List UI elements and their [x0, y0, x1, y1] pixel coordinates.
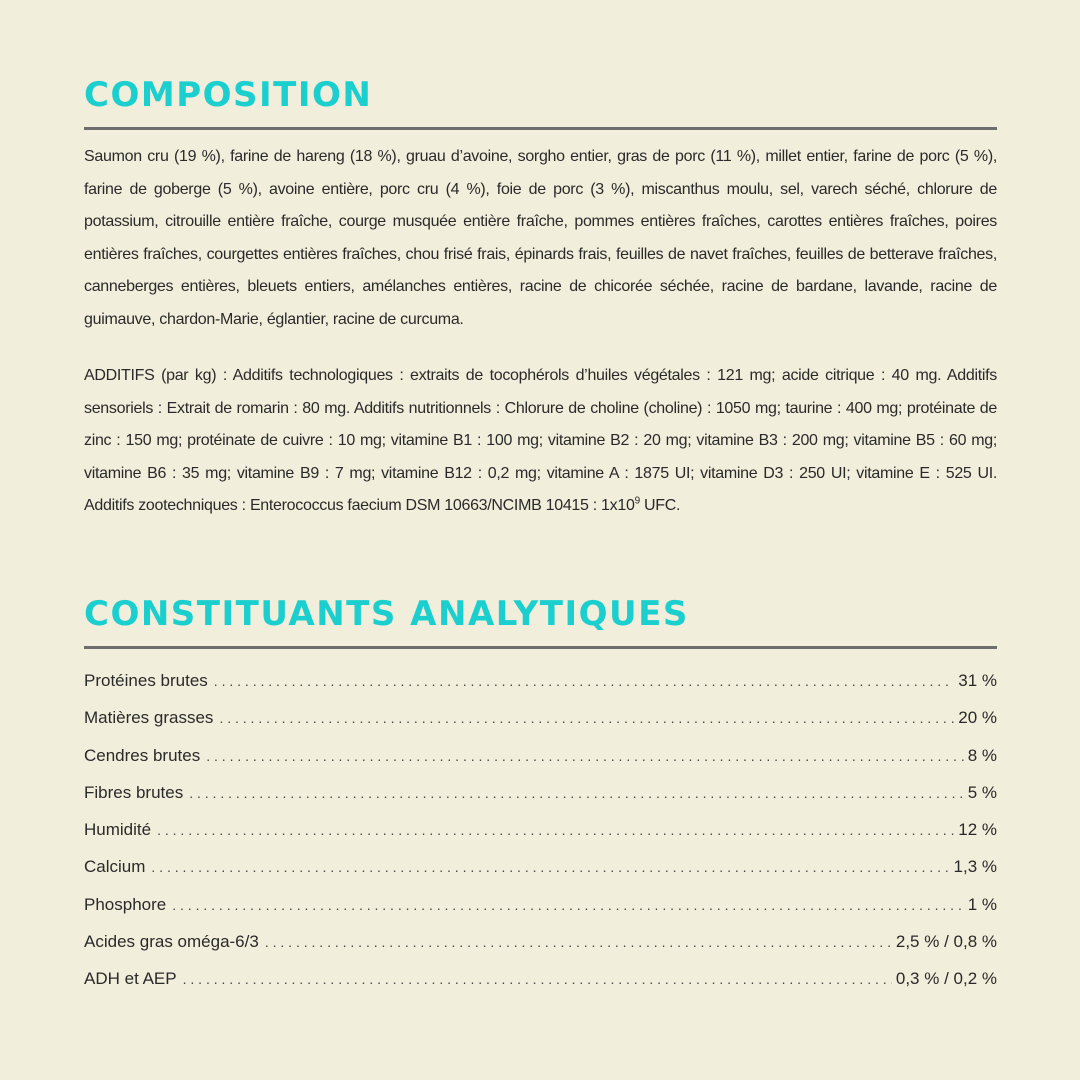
- leader-dots: [183, 961, 892, 998]
- row-label: ADH et AEP: [84, 969, 177, 989]
- table-row: [84, 923, 997, 960]
- analytical-heading: CONSTITUANTS ANALYTIQUES: [84, 594, 689, 634]
- table-row: [84, 737, 997, 774]
- table-row: [84, 699, 997, 736]
- row-value: 8 %: [967, 745, 997, 765]
- composition-divider: [84, 127, 997, 130]
- ingredients-text: Saumon cru (19 %), farine de hareng (18 %), gruau d’avoine, sorgho entier, gras de porc (11 %), millet entier, farine de porc (5 %), farine de goberge (5 %), avoine entière, porc cru (4 %), foie de porc (3 %), miscanthus moulu, sel, varech séché, chlorure de potassium, citrouille entière fraîche, courge musquée entière fraîche, pommes entières fraîches, carottes entières fraîches, poires entières fraîches, courgettes entières fraîches, chou frisé frais, épinards frais, feuilles de navet fraîches, feuilles de betterave fraîches, canneberges entières, bleuets entiers, amélanches entières, racine de chicorée séchée, racine de bardane, lavande, racine de guimauve, chardon-Marie, églantier, racine de curcuma.: [84, 148, 997, 328]
- leader-dots: [214, 663, 954, 700]
- row-value: 1 %: [967, 894, 997, 914]
- row-label: Matières grasses: [84, 708, 214, 728]
- row-value: 1,3 %: [953, 857, 997, 877]
- table-row: [84, 774, 997, 811]
- row-label: Protéines brutes: [84, 671, 208, 690]
- row-label: Fibres brutes: [84, 782, 184, 802]
- row-label: Acides gras oméga-6/3: [84, 932, 259, 952]
- row-label: Phosphore: [84, 894, 167, 914]
- leader-dots: [151, 849, 949, 886]
- leader-dots: [206, 738, 963, 775]
- additives-exponent: 9: [634, 495, 640, 507]
- leader-dots: [189, 775, 964, 812]
- row-value: 2,5 % / 0,8 %: [895, 932, 997, 952]
- row-value: 12 %: [958, 820, 997, 840]
- table-row: [84, 811, 997, 848]
- table-row: [84, 886, 997, 923]
- additives-tail: UFC.: [639, 497, 681, 514]
- row-label: Humidité: [84, 820, 152, 840]
- additives-main: ADDITIFS (par kg) : Additifs technologiques : extraits de tocophérols d’huiles végétales : 121 mg; acide citrique : 40 mg. Additifs sensoriels : Extrait de romarin : 80 mg. Additifs nutritionnels : Chlorure de choline (choline) : 1050 mg; taurine : 400 mg; protéinate de zinc : 150 mg; protéinate de cuivre : 10 mg; vitamine B1 : 100 mg; vitamine B2 : 20 mg; vitamine B3 : 200 mg; vitamine B5 : 60 mg; vitamine B6 : 35 mg; vitamine B9 : 7 mg; vitamine B12 : 0,2 mg; vitamine A : 1875 UI; vitamine D3 : 250 UI; vitamine E : 525 UI. Additifs zootechniques : Enterococcus faecium DSM 10663/NCIMB 10415 : 1x10: [84, 367, 997, 514]
- row-label: Cendres brutes: [84, 745, 201, 765]
- row-value: 0,3 % / 0,2 %: [895, 969, 997, 989]
- table-row: [84, 662, 997, 699]
- leader-dots: [157, 812, 954, 849]
- leader-dots: [265, 924, 892, 961]
- table-row: [84, 960, 997, 997]
- row-label: Calcium: [84, 857, 146, 877]
- row-value: 5 %: [967, 782, 997, 802]
- composition-heading: COMPOSITION: [84, 75, 373, 115]
- additives-text: [84, 360, 997, 523]
- row-value: 31 %: [958, 671, 997, 690]
- leader-dots: [172, 887, 963, 924]
- analytical-table: [84, 662, 997, 998]
- leader-dots: [219, 700, 954, 737]
- row-value: 20 %: [958, 708, 997, 728]
- table-row: [84, 848, 997, 885]
- analytical-divider: [84, 646, 997, 649]
